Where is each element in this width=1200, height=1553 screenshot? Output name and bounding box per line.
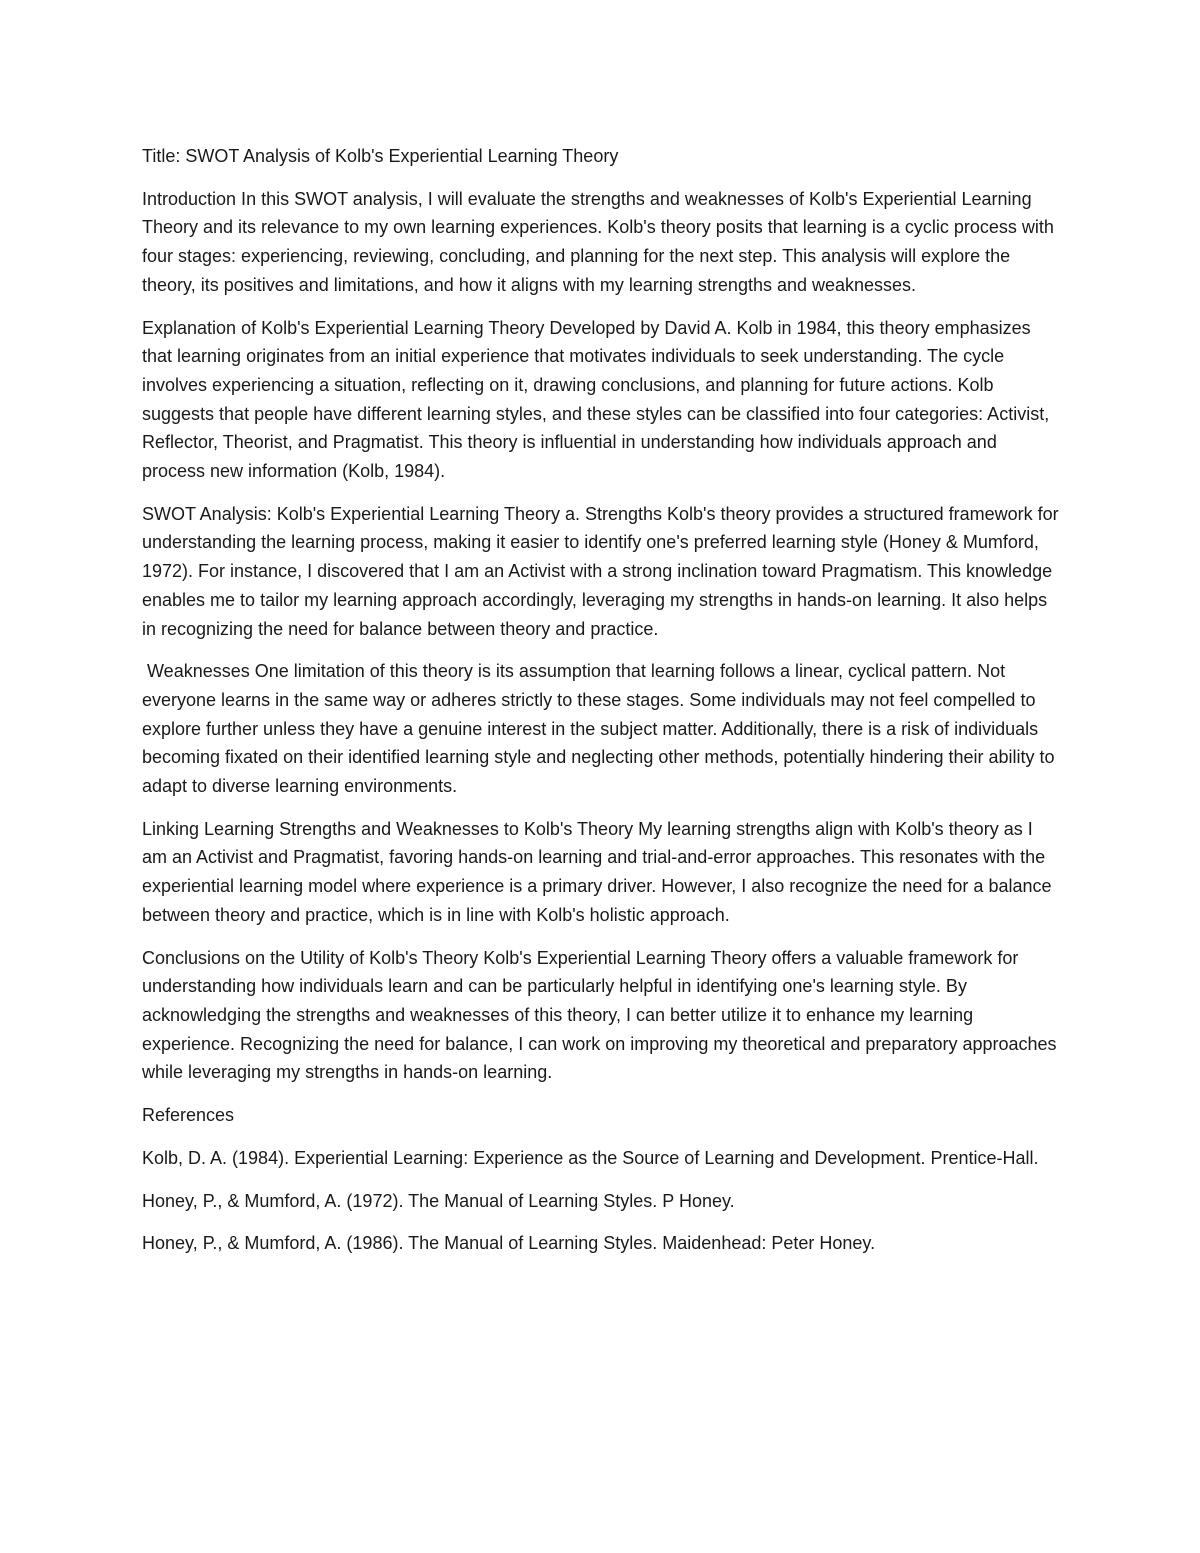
reference-item: Honey, P., & Mumford, A. (1972). The Manual of Learning Styles. P Honey.	[142, 1190, 735, 1211]
references-heading: References	[142, 1105, 235, 1126]
reference-item: Honey, P., & Mumford, A. (1986). The Manual of Learning Styles. Maidenhead: Peter Honey.	[142, 1233, 876, 1254]
reference-item: Kolb, D. A. (1984). Experiential Learning: Experience as the Source of Learning and Development. Prentice-Hall.	[142, 1147, 1039, 1168]
document-title: Title: SWOT Analysis of Kolb's Experiential Learning Theory	[142, 146, 619, 166]
paragraph-linking: Linking Learning Strengths and Weaknesses to Kolb's Theory My learning strengths align with Kolb's theory as I am an Activist and Pragmatist, favoring hands-on learning and trial-and-error approaches. This resonates with the experiential learning model where experience is a primary driver. However, I also recognize the need for a balance between theory and practice, which is in line with Kolb's holistic approach.	[142, 818, 1052, 925]
paragraph-explanation: Explanation of Kolb's Experiential Learning Theory Developed by David A. Kolb in 1984, this theory emphasizes that learning originates from an initial experience that motivates individuals to seek understanding. The cycle involves experiencing a situation, reflecting on it, drawing conclusions, and planning for future actions. Kolb suggests that people have different learning styles, and these styles can be classified into four categories: Activist, Reflector, Theorist, and Pragmatist. This theory is influential in understanding how individuals approach and process new information (Kolb, 1984).	[142, 317, 1050, 482]
paragraph-introduction: Introduction In this SWOT analysis, I will evaluate the strengths and weaknesses of Kolb's Experiential Learning Theory and its relevance to my own learning experiences. Kolb's theory posits that learning is a cyclic process with four stages: experiencing, reviewing, concluding, and planning for the next step. This analysis will explore the theory, its positives and limitations, and how it aligns with my learning strengths and weaknesses.	[142, 188, 1054, 295]
paragraph-conclusions: Conclusions on the Utility of Kolb's Theory Kolb's Experiential Learning Theory offers a valuable framework for understanding how individuals learn and can be particularly helpful in identifying one's learning style. By acknowledging the strengths and weaknesses of this theory, I can better utilize it to enhance my learning experience. Recognizing the need for balance, I can work on improving my theoretical and preparatory approaches while leveraging my strengths in hands-on learning.	[142, 947, 1057, 1083]
paragraph-strengths: SWOT Analysis: Kolb's Experiential Learning Theory a. Strengths Kolb's theory provides a structured framework for understanding the learning process, making it easier to identify one's preferred learning style (Honey & Mumford, 1972). For instance, I discovered that I am an Activist with a strong inclination toward Pragmatism. This knowledge enables me to tailor my learning approach accordingly, leveraging my strengths in hands-on learning. It also helps in recognizing the need for balance between theory and practice.	[142, 503, 1059, 639]
paragraph-weaknesses: Weaknesses One limitation of this theory is its assumption that learning follows a linear, cyclical pattern. Not everyone learns in the same way or adheres strictly to these stages. Some individuals may not feel compelled to explore further unless they have a genuine interest in the subject matter. Additionally, there is a risk of individuals becoming fixated on their identified learning style and neglecting other methods, potentially hindering their ability to adapt to diverse learning environments.	[142, 661, 1060, 797]
